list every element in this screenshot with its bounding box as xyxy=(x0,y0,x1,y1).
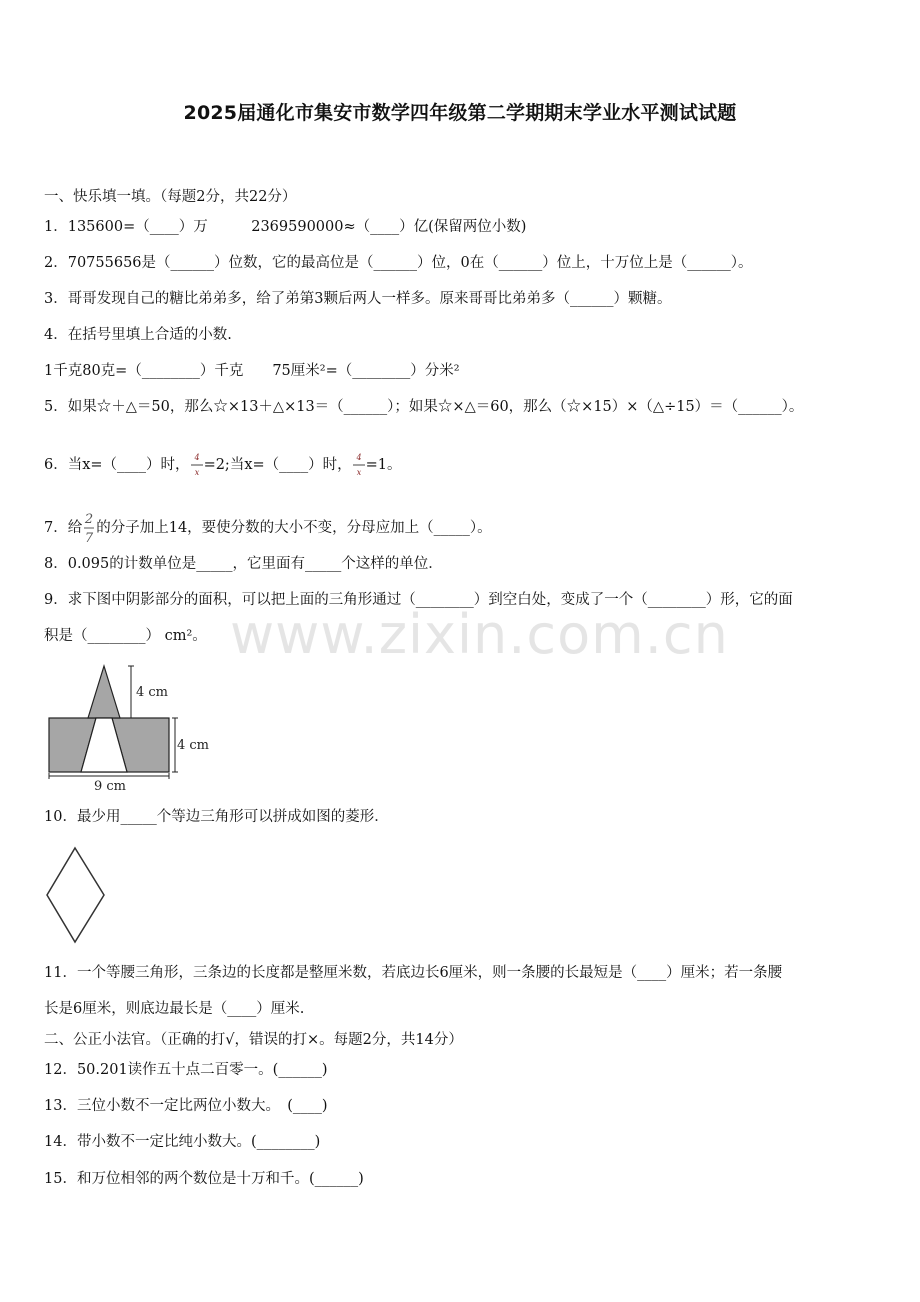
question-8: 8．0.095的计数单位是_____，它里面有_____个这样的单位． xyxy=(44,556,443,572)
question-9-line-2: 积是（________） cm²。 xyxy=(44,628,207,644)
question-2: 2．70755656是（______）位数，它的最高位是（______）位，0在（______）位上，十万位上是（______）。 xyxy=(44,255,753,271)
frac-num: 4 xyxy=(194,453,200,462)
question-6 xyxy=(44,451,402,479)
frac-den: 7 xyxy=(85,531,94,546)
label-rect-height: 4 cm xyxy=(177,738,210,753)
question-6-part-b: =2;当x=（____）时， xyxy=(203,457,352,473)
question-4-items: 1千克80克=（________）千克 75厘米²=（________）分米² xyxy=(44,363,460,379)
question-1: 1．135600=（____）万 2369590000≈（____）亿(保留两位小数) xyxy=(44,219,527,235)
label-triangle-height: 4 cm xyxy=(136,685,169,700)
frac-num: 4 xyxy=(356,453,362,462)
page-title: 2025届通化市集安市数学四年级第二学期期末学业水平测试试题 xyxy=(183,102,737,124)
question-7-part-a: 7．给 xyxy=(44,520,83,536)
section-2-heading: 二、公正小法官。（正确的打√，错误的打×。每题2分，共14分） xyxy=(44,1032,463,1048)
question-12: 12．50.201读作五十点二百零一。(______) xyxy=(44,1062,328,1078)
question-10: 10．最少用_____个等边三角形可以拼成如图的菱形． xyxy=(44,809,389,825)
question-4: 4．在括号里填上合适的小数. xyxy=(44,327,232,343)
question-3: 3．哥哥发现自己的糖比弟弟多，给了弟第3颗后两人一样多。原来哥哥比弟弟多（______）颗糖。 xyxy=(44,291,672,307)
section-1-heading: 一、快乐填一填。（每题2分，共22分） xyxy=(44,189,297,205)
question-11-line-2: 长是6厘米，则底边最长是（____）厘米. xyxy=(44,1001,305,1017)
question-11-line-1: 11．一个等腰三角形，三条边的长度都是整厘米数，若底边长6厘米，则一条腰的长最短是（____）厘米；若一条腰 xyxy=(44,965,783,981)
question-15: 15．和万位相邻的两个数位是十万和千。(______) xyxy=(44,1171,364,1187)
frac-num: 2 xyxy=(85,512,94,527)
label-rect-width: 9 cm xyxy=(94,779,127,794)
question-5: 5．如果☆＋△＝50，那么☆×13＋△×13＝（______）；如果☆×△＝60，那么（☆×15）×（△÷15）＝（______）。 xyxy=(44,399,804,415)
fraction-2-over-7-icon xyxy=(82,510,96,546)
shaded-area-figure xyxy=(44,660,224,795)
question-9-line-1: 9．求下图中阴影部分的面积，可以把上面的三角形通过（________）到空白处，变成了一个（________）形，它的面 xyxy=(44,592,793,608)
question-6-part-c: =1。 xyxy=(365,457,402,473)
question-6-part-a: 6．当x=（____）时， xyxy=(44,457,190,473)
question-7 xyxy=(44,510,492,546)
rhombus-figure xyxy=(44,845,110,947)
question-13: 13．三位小数不一定比两位小数大。 (____) xyxy=(44,1098,328,1114)
frac-den: x xyxy=(194,468,199,477)
question-7-part-b: 的分子加上14，要使分数的大小不变，分母应加上（_____）。 xyxy=(96,520,492,536)
fraction-4-over-x-icon xyxy=(352,451,366,479)
watermark: www.zixin.com.cn xyxy=(230,603,729,666)
frac-den: x xyxy=(356,468,361,477)
fraction-4-over-x-icon xyxy=(190,451,204,479)
question-14: 14．带小数不一定比纯小数大。(________) xyxy=(44,1134,321,1150)
